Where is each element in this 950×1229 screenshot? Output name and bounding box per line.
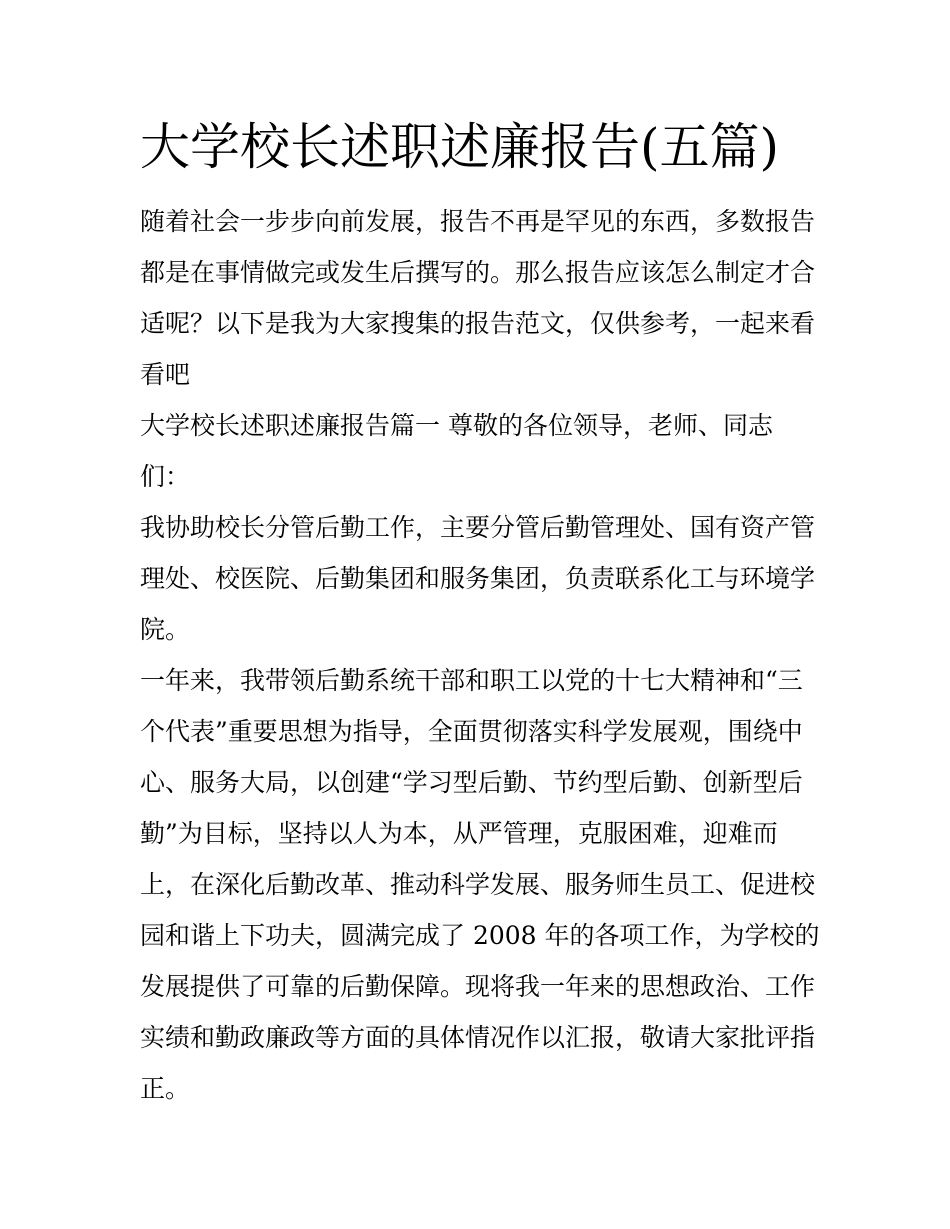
body-line: 个代表”重要思想为指导，全面贯彻落实科学发展观，围绕中 [140, 717, 803, 746]
document-body [140, 196, 820, 1114]
body-line: 发展提供了可靠的后勤保障。现将我一年来的思想政治、工作 [140, 972, 816, 1001]
body-line: 一年来，我带领后勤系统干部和职工以党的十七大精神和“三 [140, 666, 803, 695]
body-line: 园和谐上下功夫，圆满完成了 2008 年的各项工作，为学校的 [140, 921, 820, 950]
body-line: 正。 [140, 1074, 191, 1103]
body-line: 大学校长述职述廉报告篇一 尊敬的各位领导，老师、同志 [140, 411, 773, 440]
body-line: 上，在深化后勤改革、推动科学发展、服务师生员工、促进校 [140, 870, 816, 899]
body-line: 心、服务大局，以创建“学习型后勤、节约型后勤、创新型后 [140, 768, 803, 797]
body-line: 实绩和勤政廉政等方面的具体情况作以汇报，敬请大家批评指 [140, 1023, 816, 1052]
body-line: 随着社会一步步向前发展，报告不再是罕见的东西，多数报告 [140, 207, 816, 236]
body-line: 勤”为目标，坚持以人为本，从严管理，克服困难，迎难而 [140, 819, 778, 848]
body-line: 我协助校长分管后勤工作，主要分管后勤管理处、国有资产管 [140, 513, 816, 542]
document-title: 大学校长述职述廉报告(五篇) [140, 118, 780, 176]
body-line: 院。 [140, 615, 191, 644]
body-line: 都是在事情做完或发生后撰写的。那么报告应该怎么制定才合 [140, 258, 816, 287]
body-line: 看吧 [140, 360, 191, 389]
body-line: 适呢？以下是我为大家搜集的报告范文，仅供参考，一起来看 [140, 309, 816, 338]
body-line: 理处、校医院、后勤集团和服务集团，负责联系化工与环境学 [140, 564, 816, 593]
body-line: 们： [140, 462, 191, 491]
